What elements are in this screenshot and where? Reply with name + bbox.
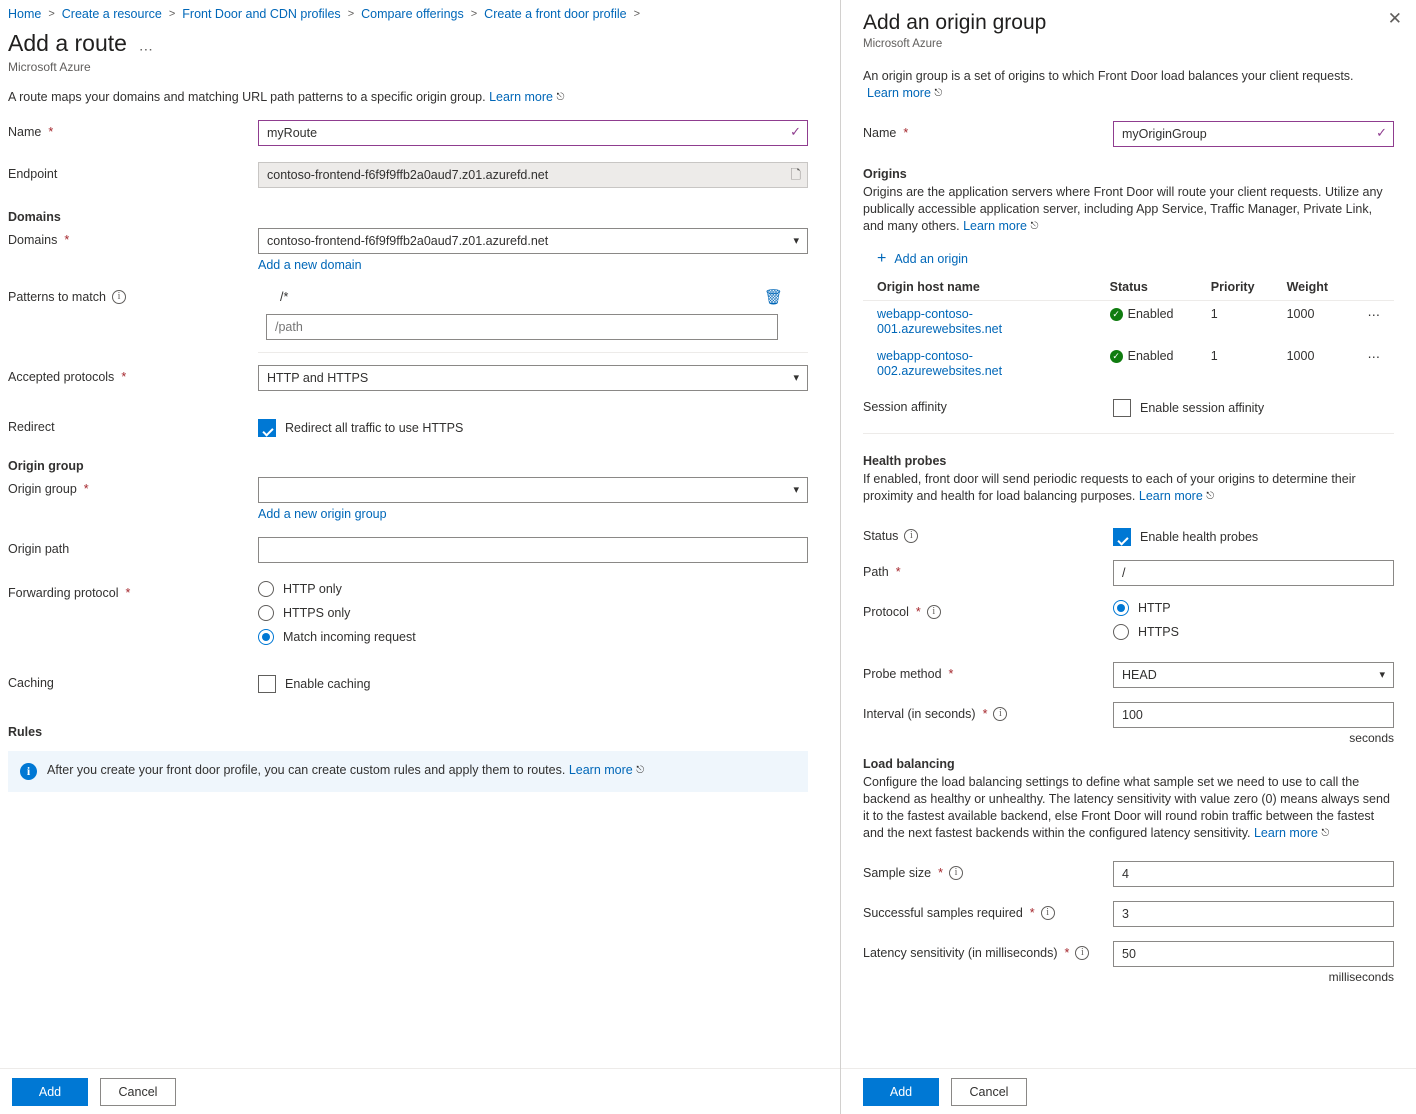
- latency-sensitivity-row: [863, 941, 1394, 984]
- required-marker: *: [895, 565, 901, 579]
- right-pane-footer: [841, 1068, 1416, 1114]
- session-affinity-checkbox-row[interactable]: [1113, 395, 1394, 417]
- required-marker: *: [125, 586, 131, 600]
- close-icon[interactable]: ✕: [1387, 9, 1402, 28]
- origins-section-title: Origins: [863, 167, 907, 181]
- route-intro-learn-more-link[interactable]: Learn more: [489, 90, 553, 104]
- health-probes-checkbox-row[interactable]: [1113, 524, 1394, 546]
- health-probes-section-title: Health probes: [863, 454, 947, 468]
- caching-row: [0, 671, 840, 693]
- probe-method-row: [863, 662, 1394, 688]
- health-probe-protocol-row: [863, 600, 1394, 648]
- origin-host-link[interactable]: webapp-contoso-001.azurewebsites.net: [877, 307, 1003, 336]
- origin-host-link[interactable]: webapp-contoso-002.azurewebsites.net: [877, 349, 1003, 378]
- add-an-origin-button[interactable]: [877, 252, 1394, 266]
- rules-info-banner: [8, 751, 808, 792]
- redirect-row: [0, 415, 840, 437]
- external-link-icon: ⎋: [1321, 828, 1330, 839]
- protocol-option-label: HTTPS: [1138, 625, 1179, 639]
- column-header-origin-host-name: Origin host name: [863, 276, 1096, 301]
- endpoint-row: [0, 162, 840, 188]
- protocol-option-label: HTTP: [1138, 601, 1171, 615]
- health-probe-path-input[interactable]: [1113, 560, 1394, 586]
- radio-http-only[interactable]: [258, 581, 274, 597]
- health-probes-learn-more-link[interactable]: Learn more: [1138, 489, 1203, 503]
- column-header-actions: [1354, 276, 1394, 301]
- caching-checkbox[interactable]: [258, 675, 276, 693]
- origin-group-name-label: Name *: [863, 126, 909, 140]
- origins-table: [863, 276, 1394, 385]
- radio-http[interactable]: [1113, 600, 1129, 616]
- pattern-new-input[interactable]: [266, 314, 778, 340]
- origin-group-label: Origin group *: [8, 482, 89, 496]
- external-link-icon: ⎋: [1030, 221, 1039, 232]
- origin-group-section-title: Origin group: [8, 459, 84, 473]
- health-probe-path-label: Path *: [863, 565, 901, 579]
- route-name-row: [0, 120, 840, 146]
- origin-path-label: Origin path: [8, 542, 70, 556]
- required-marker: *: [1064, 946, 1070, 960]
- required-marker: *: [903, 126, 909, 140]
- breadcrumb-item-home[interactable]: Home: [8, 7, 42, 21]
- required-marker: *: [64, 233, 70, 247]
- required-marker: *: [915, 605, 921, 619]
- left-pane-footer: [0, 1068, 840, 1114]
- column-header-priority: Priority: [1197, 276, 1273, 301]
- session-affinity-checkbox-label: Enable session affinity: [1140, 401, 1265, 415]
- page-subtitle: Microsoft Azure: [8, 60, 91, 74]
- origin-weight: 1000: [1286, 349, 1315, 363]
- info-icon[interactable]: i: [949, 866, 963, 880]
- add-origin-group-panel: [840, 0, 1416, 1114]
- cancel-origin-group-button[interactable]: Cancel: [951, 1078, 1027, 1106]
- required-marker: *: [982, 707, 988, 721]
- panel-title: Add an origin group: [863, 11, 1047, 34]
- redirect-checkbox[interactable]: [258, 419, 276, 437]
- load-balancing-learn-more-link[interactable]: Learn more: [1253, 826, 1318, 840]
- domains-row: [0, 228, 840, 272]
- redirect-checkbox-label: Redirect all traffic to use HTTPS: [285, 421, 464, 435]
- table-row: [863, 301, 1394, 344]
- add-route-button[interactable]: Add: [12, 1078, 88, 1106]
- column-header-status: Status: [1096, 276, 1197, 301]
- accepted-protocols-select[interactable]: [258, 365, 808, 391]
- column-header-weight: Weight: [1273, 276, 1354, 301]
- info-icon[interactable]: i: [904, 529, 918, 543]
- breadcrumb-item-compare-offerings[interactable]: Compare offerings: [361, 7, 464, 21]
- sample-size-label: Sample size * i: [863, 861, 1113, 880]
- latency-unit-label: milliseconds: [1328, 970, 1394, 984]
- health-probes-checkbox[interactable]: [1113, 528, 1131, 546]
- probe-method-value: HEAD: [1122, 668, 1157, 682]
- breadcrumb-separator: >: [48, 8, 55, 20]
- info-icon[interactable]: i: [1075, 946, 1089, 960]
- route-name-label: Name *: [8, 125, 54, 139]
- probe-method-label: Probe method *: [863, 667, 954, 681]
- required-marker: *: [48, 125, 54, 139]
- origin-group-row: [0, 477, 840, 521]
- origin-group-name-row: [863, 121, 1394, 147]
- load-balancing-desc-text: Configure the load balancing settings to define what sample set we need to use to call the backend as healthy or unhealthy. The latency sensitivity with value zero (0) means always send it to the fastest available backend, else Front Door will round robin traffic between the fastest and the next fastest backends within the configured latency sensitivity.: [863, 775, 1390, 840]
- endpoint-input: [258, 162, 808, 188]
- forwarding-option-label: Match incoming request: [283, 630, 416, 644]
- accepted-protocols-row: [0, 365, 840, 391]
- checkmark-icon: ✓: [790, 124, 801, 139]
- info-icon: i: [20, 763, 37, 780]
- more-options-icon[interactable]: ⋯: [138, 41, 154, 57]
- load-balancing-section-title: Load balancing: [863, 757, 955, 771]
- info-icon[interactable]: i: [993, 707, 1007, 721]
- session-affinity-label: Session affinity: [863, 400, 947, 414]
- forwarding-option-https-only[interactable]: [258, 605, 808, 621]
- origin-group-intro-learn-more-link[interactable]: Learn more: [867, 86, 931, 100]
- row-more-options-icon[interactable]: ⋯: [1367, 350, 1382, 364]
- domains-label: Domains *: [8, 233, 70, 247]
- rules-info-learn-more-link[interactable]: Learn more: [568, 763, 633, 777]
- add-an-origin-label: Add an origin: [894, 252, 969, 266]
- forwarding-option-label: HTTP only: [283, 582, 342, 596]
- successful-samples-input[interactable]: [1113, 901, 1394, 927]
- breadcrumb-item-front-door-and-cdn-profiles[interactable]: Front Door and CDN profiles: [182, 7, 341, 21]
- rules-info-text: After you create your front door profile, you can create custom rules and apply them to routes.: [47, 763, 566, 777]
- breadcrumb-item-create-a-resource[interactable]: Create a resource: [61, 7, 162, 21]
- info-icon[interactable]: i: [927, 605, 941, 619]
- add-new-domain-link[interactable]: Add a new domain: [258, 258, 362, 272]
- latency-sensitivity-label: Latency sensitivity (in milliseconds) * i: [863, 941, 1113, 960]
- check-circle-icon: ✓: [1110, 308, 1123, 321]
- page-title: Add a route: [8, 30, 127, 56]
- origin-group-name-input[interactable]: [1113, 121, 1394, 147]
- interval-unit-label: seconds: [1349, 731, 1394, 745]
- origins-section-desc: [863, 184, 1394, 236]
- health-probes-status-row: [863, 524, 1394, 546]
- breadcrumb-separator: >: [633, 8, 641, 20]
- add-new-origin-group-link[interactable]: Add a new origin group: [258, 507, 387, 521]
- add-origin-group-button[interactable]: Add: [863, 1078, 939, 1106]
- forwarding-protocol-label: Forwarding protocol *: [8, 586, 131, 600]
- origins-desc-learn-more-link[interactable]: Learn more: [963, 219, 1028, 233]
- origins-desc-text: Origins are the application servers where Front Door will route your client requests. Utilize any publically accessible application server, including App Service, Traffic Manager, Private Link, and many others.: [863, 185, 1383, 233]
- required-marker: *: [1029, 906, 1035, 920]
- required-marker: *: [83, 482, 89, 496]
- patterns-to-match-label: Patterns to match i: [8, 288, 258, 304]
- chevron-down-icon: ▾: [793, 372, 799, 384]
- route-intro-text: [0, 74, 840, 104]
- origin-group-intro-text: An origin group is a set of origins to which Front Door load balances your client requests.: [863, 69, 1354, 83]
- interval-label: Interval (in seconds) * i: [863, 702, 1113, 721]
- external-link-icon: ⎋: [636, 765, 645, 776]
- radio-https-only[interactable]: [258, 605, 274, 621]
- info-icon[interactable]: i: [1041, 906, 1055, 920]
- breadcrumb: [0, 0, 840, 21]
- origin-weight: 1000: [1286, 307, 1315, 321]
- origin-path-input[interactable]: [258, 537, 808, 563]
- copy-icon[interactable]: 🗋: [790, 167, 801, 182]
- successful-samples-row: [863, 901, 1394, 927]
- patterns-to-match-row: [0, 288, 840, 353]
- health-probe-protocol-label: Protocol * i: [863, 600, 1113, 619]
- pattern-existing-row: [258, 288, 808, 306]
- latency-sensitivity-input[interactable]: [1113, 941, 1394, 967]
- sample-size-input[interactable]: [1113, 861, 1394, 887]
- delete-icon[interactable]: 🗑: [764, 289, 784, 306]
- table-row: [863, 343, 1394, 385]
- external-link-icon: ⎋: [934, 88, 943, 99]
- checkmark-icon: ✓: [1376, 125, 1387, 140]
- pattern-existing-value: /*: [280, 290, 289, 304]
- forwarding-protocol-row: [0, 581, 840, 653]
- health-probe-path-row: [863, 560, 1394, 586]
- session-affinity-row: [863, 395, 1394, 417]
- protocol-option-http[interactable]: [1113, 600, 1394, 616]
- successful-samples-label: Successful samples required * i: [863, 901, 1113, 920]
- info-icon[interactable]: i: [112, 290, 126, 304]
- caching-label: Caching: [8, 676, 54, 690]
- chevron-down-icon: ▾: [1379, 669, 1385, 681]
- pattern-divider: [258, 352, 808, 353]
- external-link-icon: ⎋: [1206, 491, 1215, 502]
- status-badge: [1110, 349, 1193, 363]
- chevron-down-icon: ▾: [793, 235, 799, 247]
- forwarding-option-match-incoming-request[interactable]: [258, 629, 808, 645]
- origin-path-row: [0, 537, 840, 563]
- plus-icon: +: [877, 250, 887, 267]
- forwarding-option-label: HTTPS only: [283, 606, 351, 620]
- status-badge: [1110, 307, 1193, 321]
- radio-https[interactable]: [1113, 624, 1129, 640]
- breadcrumb-separator: >: [347, 8, 355, 20]
- protocol-option-https[interactable]: [1113, 624, 1394, 640]
- caching-checkbox-row[interactable]: [258, 671, 808, 693]
- interval-input[interactable]: [1113, 702, 1394, 728]
- required-marker: *: [121, 370, 127, 384]
- breadcrumb-separator: >: [168, 8, 176, 20]
- accepted-protocols-label: Accepted protocols *: [8, 370, 127, 384]
- route-intro-label: A route maps your domains and matching URL path patterns to a specific origin group.: [8, 90, 486, 104]
- domains-select[interactable]: [258, 228, 808, 254]
- section-divider: [863, 433, 1394, 434]
- endpoint-label: Endpoint: [8, 167, 58, 181]
- breadcrumb-item-create-a-front-door-profile[interactable]: Create a front door profile: [484, 7, 627, 21]
- health-probes-desc-text: If enabled, front door will send periodic requests to each of your origins to determine their proximity and health for load balancing purposes.: [863, 472, 1356, 503]
- redirect-label: Redirect: [8, 420, 55, 434]
- probe-method-select[interactable]: [1113, 662, 1394, 688]
- row-more-options-icon[interactable]: ⋯: [1367, 308, 1382, 322]
- origins-table-header-row: [863, 276, 1394, 301]
- radio-match-incoming-request[interactable]: [258, 629, 274, 645]
- health-probes-section-desc: [863, 471, 1394, 506]
- interval-row: [863, 702, 1394, 745]
- status-label: Enabled: [1127, 307, 1174, 321]
- required-marker: *: [938, 866, 943, 880]
- forwarding-option-http-only[interactable]: [258, 581, 808, 597]
- domains-section-title: Domains: [8, 210, 61, 224]
- caching-checkbox-label: Enable caching: [285, 677, 371, 691]
- origin-group-intro: [863, 68, 1394, 103]
- origin-group-select[interactable]: [258, 477, 808, 503]
- route-name-input[interactable]: [258, 120, 808, 146]
- load-balancing-section-desc: [863, 774, 1394, 843]
- rules-section-title: Rules: [8, 725, 43, 739]
- chevron-down-icon: ▾: [793, 484, 799, 496]
- sample-size-row: [863, 861, 1394, 887]
- origin-priority: 1: [1210, 307, 1218, 321]
- breadcrumb-separator: >: [470, 8, 478, 20]
- accepted-protocols-value: HTTP and HTTPS: [267, 371, 369, 385]
- check-circle-icon: ✓: [1110, 350, 1123, 363]
- cancel-route-button[interactable]: Cancel: [100, 1078, 176, 1106]
- required-marker: *: [948, 667, 954, 681]
- external-link-icon: ⎋: [556, 92, 565, 103]
- origin-priority: 1: [1210, 349, 1218, 363]
- session-affinity-checkbox[interactable]: [1113, 399, 1131, 417]
- redirect-checkbox-row[interactable]: [258, 415, 808, 437]
- domains-select-value: contoso-frontend-f6f9f9ffb2a0aud7.z01.azurefd.net: [267, 234, 549, 248]
- panel-subtitle: Microsoft Azure: [863, 38, 943, 50]
- health-probes-checkbox-label: Enable health probes: [1140, 530, 1259, 544]
- status-label: Enabled: [1127, 349, 1174, 363]
- health-probes-status-label: Status i: [863, 524, 1113, 543]
